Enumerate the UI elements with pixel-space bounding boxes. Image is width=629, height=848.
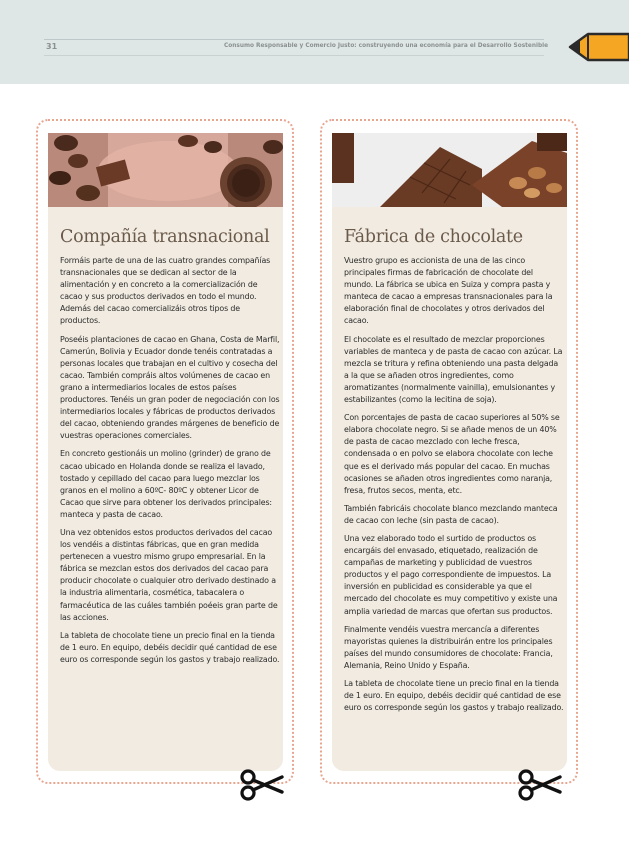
page-header	[0, 0, 629, 84]
paragraph: Una vez elaborado todo el surtido de productos os encargáis del envasado, etiquetado, realización de campañas de marketing y publicidad de vuestros productos y el pago correspondiente de impuestos. La inversión en publicidad es considerable ya que el mercado del chocolate es muy competitivo y existe una amplia variedad de marcas que ofertan sus productos.	[344, 533, 558, 616]
paragraph: Con porcentajes de pasta de cacao superiores al 50% se elabora chocolate negro. Si se añade menos de un 40% de pasta de cacao mezclado con leche fresca, condensada o en polvo se elabora chocolate con leche que es el derivado más popular del cacao. En muchas ocasiones se añaden otros ingredientes como naranja, fresa, frutos secos, menta, etc.	[344, 413, 560, 495]
paragraph: En concreto gestionáis un molino (grinder) de grano de cacao ubicado en Holanda donde se realiza el lavado, tostado y cepillado del cacao para luego mezclar los granos en el molino a 60ºC- 80ºC y obtener Licor de Cacao que sirve para obtener los derivados principales: manteca y pasta de cacao.	[60, 449, 272, 519]
page-number: 31	[46, 42, 58, 51]
card-transnational-company	[36, 119, 294, 784]
paragraph: Formáis parte de una de las cuatro grandes compañías transnacionales que se dedican al sector de la alimentación y en concreto a la comercialización de cacao y sus productos derivados en todo el mundo. Además del cacao comercializáis otros tipos de productos.	[60, 256, 271, 326]
card-panel	[332, 133, 567, 771]
book-subtitle: Consumo Responsable y Comercio Justo: construyendo una economía para el Desarrollo Sostenible	[224, 43, 549, 49]
paragraph: Una vez obtenidos estos productos derivados del cacao los vendéis a distintas fábricas, que en gran medida pertenecen a vuestro mismo grupo empresarial. En la fábrica se mezclan estos dos derivados del cacao para producir chocolate o cualquier otro derivado destinado a la industria alimentaria, cosmética, tabacalera o farmacéutica de las cuáles también poéeis gran parte de las acciones.	[60, 527, 278, 622]
paragraph: También fabricáis chocolate blanco mezclando manteca de cacao con leche (sin pasta de cacao).	[344, 503, 558, 525]
card-body	[60, 255, 280, 672]
card-title: Fábrica de chocolate	[344, 227, 523, 247]
paragraph: Finalmente vendéis vuestra mercancía a diferentes mayoristas quienes la distribuirán entre los principales países del mundo consumidores de chocolate: Francia, Alemania, Reino Unido y España.	[344, 624, 553, 670]
header-rule-top	[44, 39, 544, 40]
card-title: Compañía transnacional	[60, 227, 270, 247]
paragraph: La tableta de chocolate tiene un precio final en la tienda de 1 euro. En equipo, debéis decidir qué cantidad de ese euro os corresponde según los gastos y trabajo realizado.	[344, 679, 564, 713]
paragraph: El chocolate es el resultado de mezclar proporciones variables de manteca y de pasta de cacao con azúcar. La mezcla se tritura y refina obteniendo una pasta delgada a la que se añaden otros ingredientes, como aromatizantes (normalmente vainilla), emulsionantes y estabilizantes (como la lecitina de soja).	[344, 334, 563, 405]
paragraph: Vuestro grupo es accionista de una de las cinco principales firmas de fabricación de chocolate del mundo. La fábrica se ubica en Suiza y compra pasta y manteca de cacao a empresas transnacionales para la elaboración final de chocolates y otros derivados del cacao.	[344, 256, 553, 326]
chocolate-photo	[332, 133, 567, 207]
card-body	[344, 255, 564, 720]
card-panel	[48, 133, 283, 771]
scissors-icon	[516, 769, 562, 801]
card-chocolate-factory	[320, 119, 578, 784]
paragraph: La tableta de chocolate tiene un precio final en la tienda de 1 euro. En equipo, debéis decidir qué cantidad de ese euro os corresponde según los gastos y trabajo realizado.	[60, 630, 280, 664]
paragraph: Poseéis plantaciones de cacao en Ghana, Costa de Marfil, Camerún, Bolivia y Ecuador donde tenéis contratadas a personas locales que trabajan en el cultivo y cosecha del cacao. También compráis altos volúmenes de cacao en grano a intermediarios locales de estos países productores. Tenéis un gran poder de negociación con los intermediarios locales y fábricas de productos derivados del cacao, obteniendo grandes márgenes de beneficio de vuestras operaciones comerciales.	[60, 334, 280, 441]
cocoa-photo	[48, 133, 283, 207]
header-rule-bottom	[44, 55, 544, 56]
pencil-icon	[568, 28, 629, 66]
scissors-icon	[238, 769, 284, 801]
